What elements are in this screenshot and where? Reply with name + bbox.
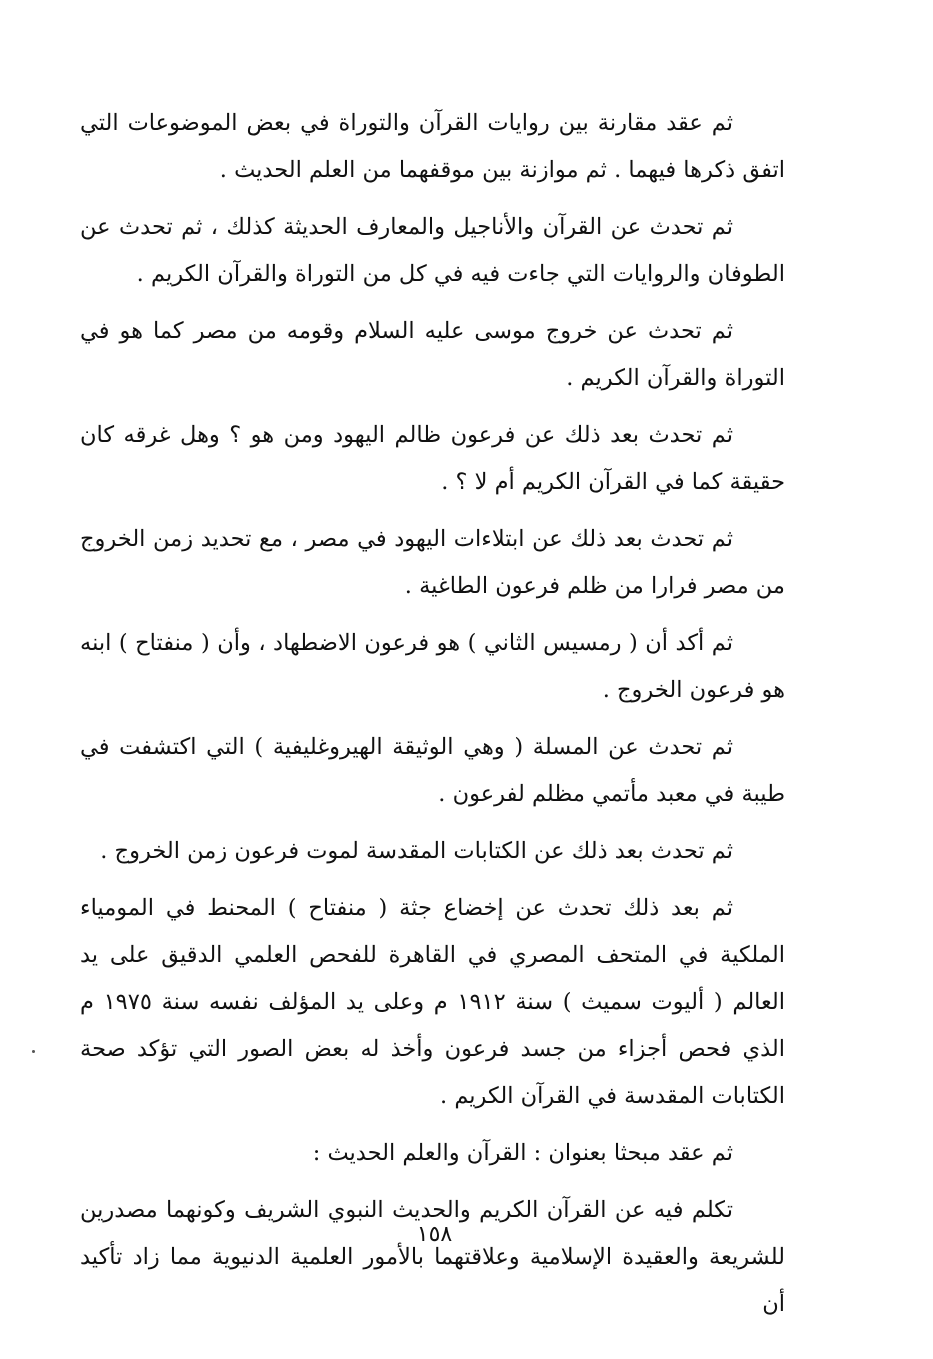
- paragraph-7: ثم تحدث عن المسلة ( وهي الوثيقة الهيروغليفية ) التي اكتشفت في طيبة في معبد مأتمي مظلم لفرعون .: [80, 734, 785, 807]
- paragraph-8: ثم تحدث بعد ذلك عن الكتابات المقدسة لموت فرعون زمن الخروج .: [100, 838, 733, 864]
- paragraph-9: ثم بعد ذلك تحدث عن إخضاع جثة ( منفتاح ) المحنط في المومياء الملكية في المتحف المصري في القاهرة للفحص العلمي الدقيق على يد العالم ( أليوت سميث ) سنة ١٩١٢ م وعلى يد المؤلف نفسه سنة ١٩٧٥ م الذي فحص أجزاء من جسد فرعون وأخذ له بعض الصور التي تؤكد صحة الكتابات المقدسة في القرآن الكريم .: [80, 895, 785, 1109]
- page-number: ١٥٨: [416, 1222, 453, 1247]
- paragraph-1: ثم عقد مقارنة بين روايات القرآن والتوراة في بعض الموضوعات التي اتفق ذكرها فيهما . ثم موازنة بين موقفهما من العلم الحديث .: [80, 110, 785, 183]
- paragraph-10: ثم عقد مبحثا بعنوان : القرآن والعلم الحديث :: [312, 1140, 733, 1166]
- paragraph-4: ثم تحدث بعد ذلك عن فرعون ظالم اليهود ومن هو ؟ وهل غرقه كان حقيقة كما في القرآن الكريم أم لا ؟ .: [80, 422, 785, 495]
- paragraph-3: ثم تحدث عن خروج موسى عليه السلام وقومه من مصر كما هو في التوراة والقرآن الكريم .: [80, 318, 785, 391]
- scan-speck: [32, 1050, 35, 1053]
- paragraph-11: تكلم فيه عن القرآن الكريم والحديث النبوي الشريف وكونهما مصدرين للشريعة والعقيدة الإسلامية وعلاقتهما بالأمور العلمية الدنيوية مما زاد تأكيد أن: [80, 1197, 785, 1317]
- page-body: [80, 100, 785, 1338]
- paragraph-5: ثم تحدث بعد ذلك عن ابتلاءات اليهود في مصر ، مع تحديد زمن الخروج من مصر فرارا من ظلم فرعون الطاغية .: [80, 526, 785, 599]
- paragraph-6: ثم أكد أن ( رمسيس الثاني ) هو فرعون الاضطهاد ، وأن ( منفتاح ) ابنه هو فرعون الخروج .: [80, 630, 785, 703]
- paragraph-2: ثم تحدث عن القرآن والأناجيل والمعارف الحديثة كذلك ، ثم تحدث عن الطوفان والروايات التي جاءت فيه في كل من التوراة والقرآن الكريم .: [80, 214, 785, 287]
